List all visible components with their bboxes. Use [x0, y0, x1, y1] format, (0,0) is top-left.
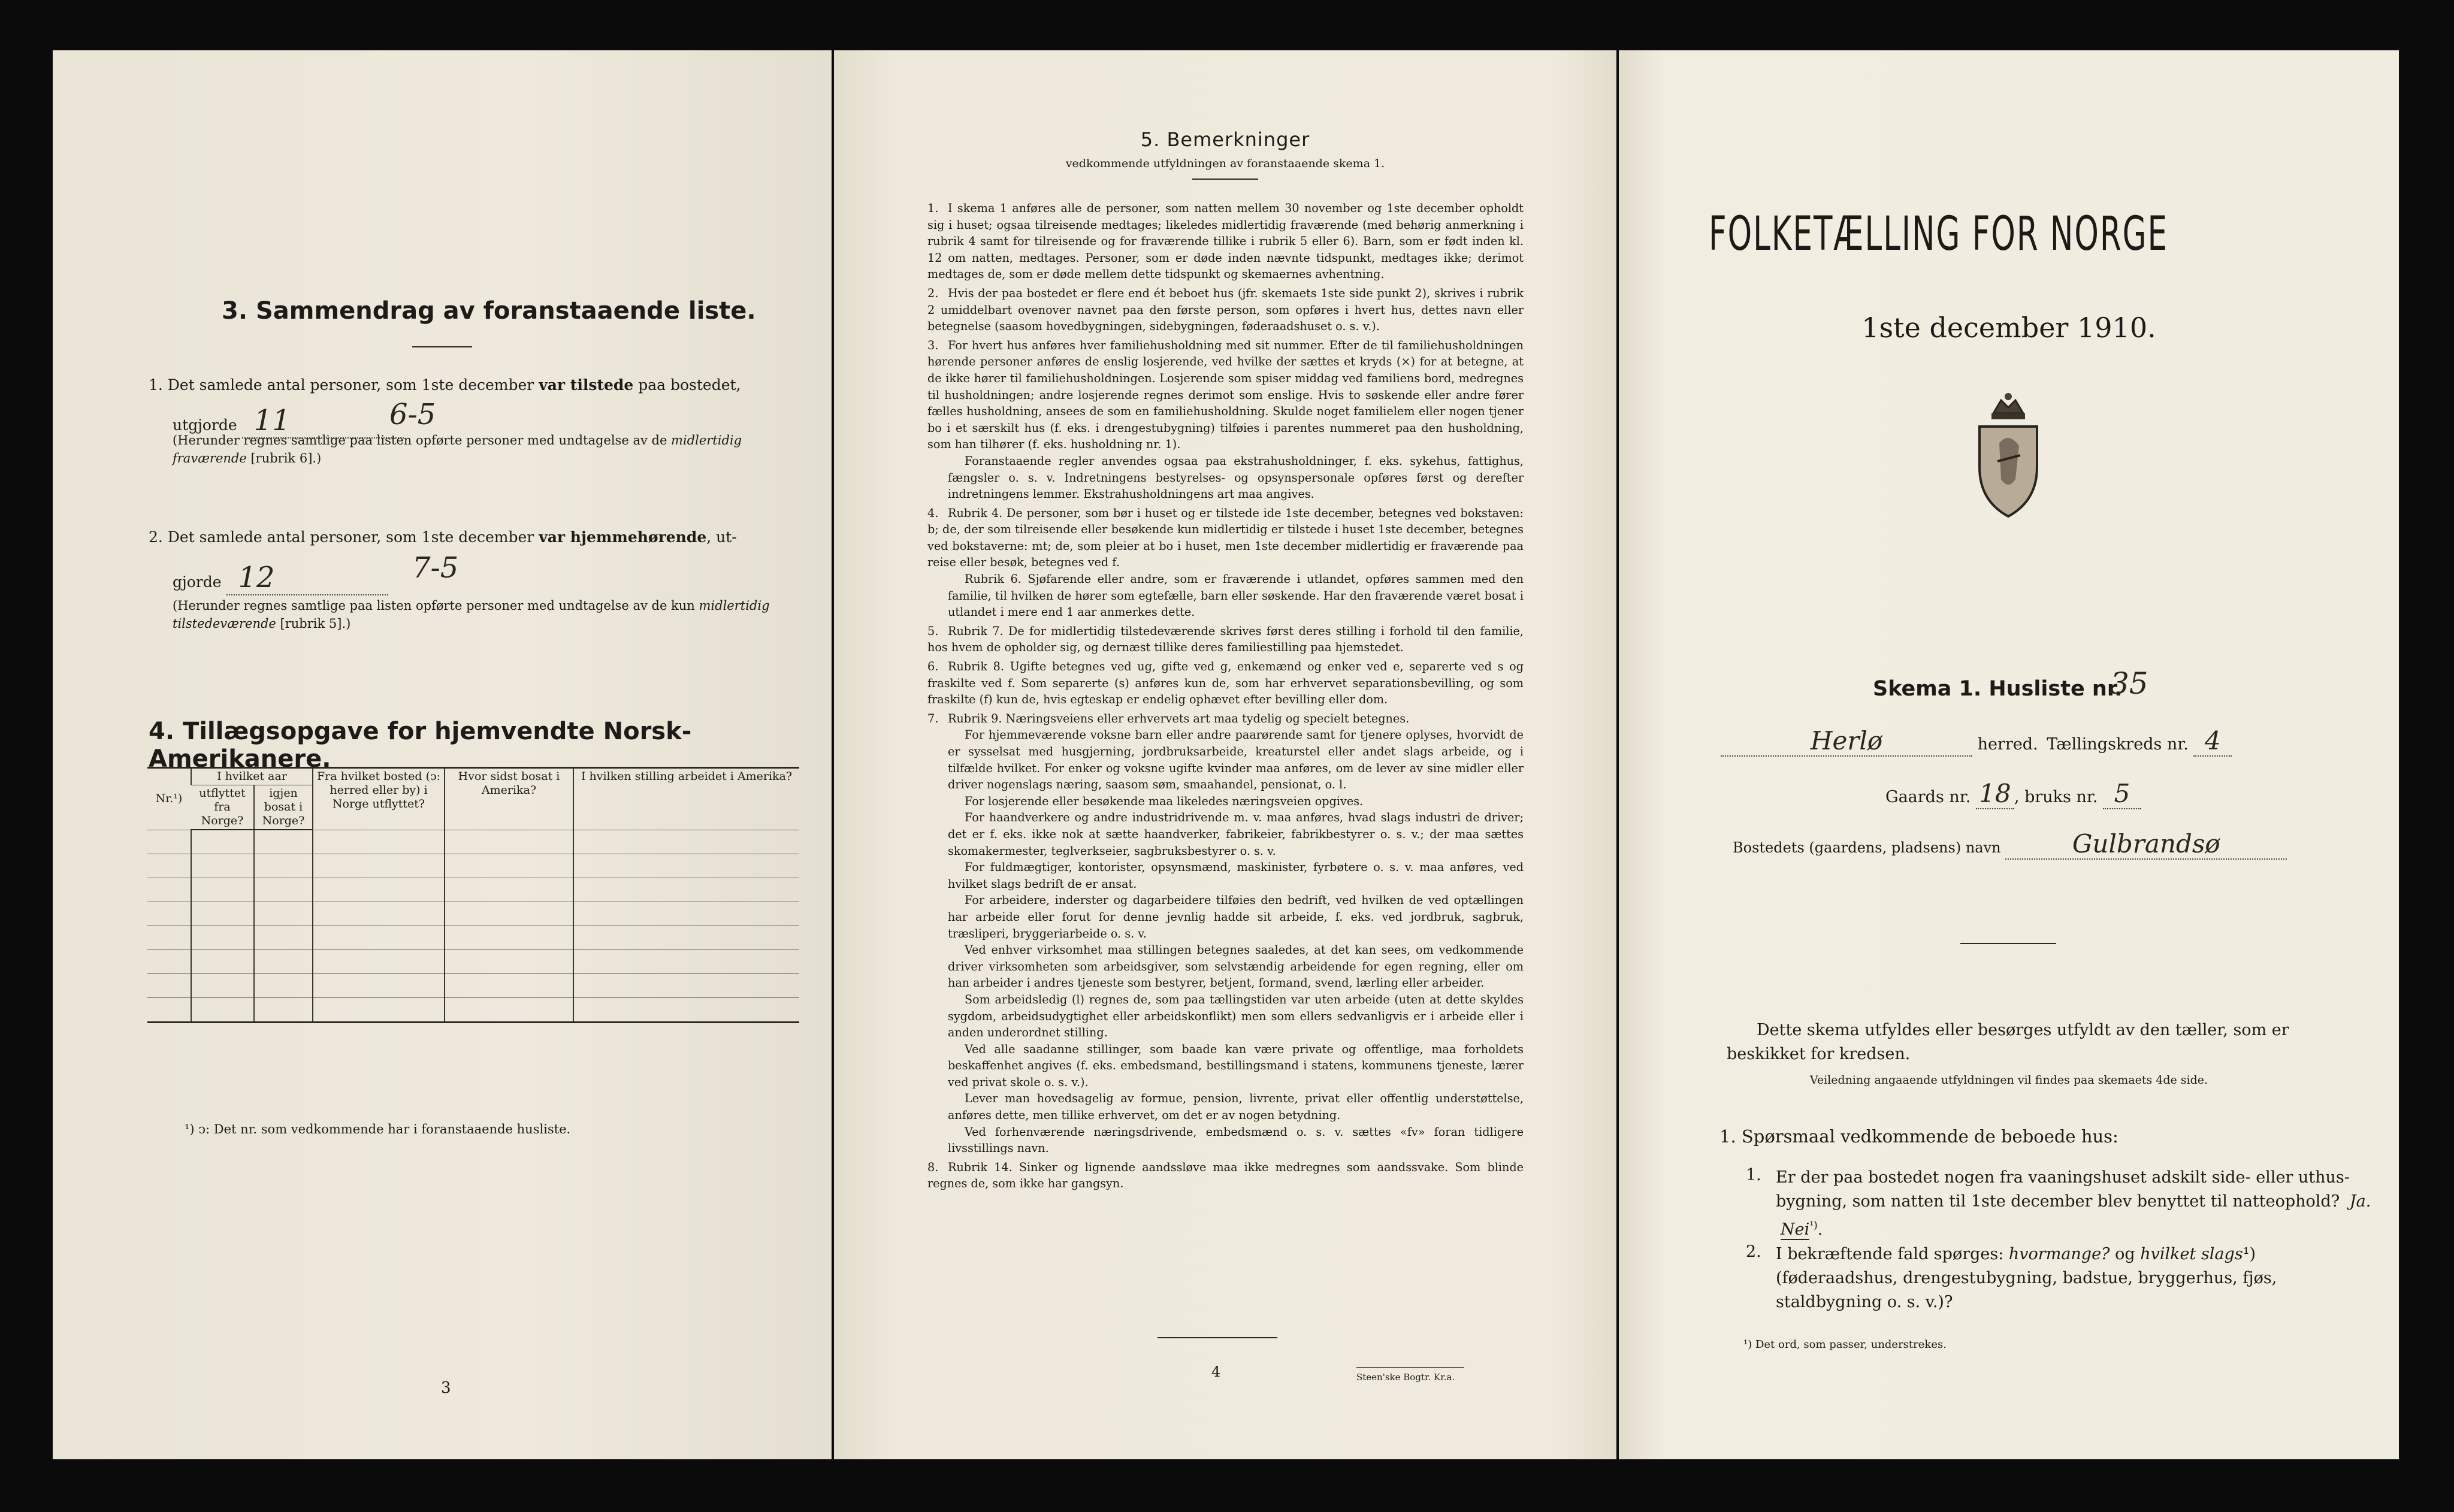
gaard-line — [1885, 779, 2141, 809]
remarks-list — [927, 200, 1524, 1192]
item-text: Det samlede antal personer, som 1ste december — [167, 376, 539, 394]
footnote-mark: ¹) — [1809, 1220, 1818, 1232]
remark-7d — [927, 809, 1524, 859]
gaards-label: Gaards nr. — [1885, 788, 1971, 806]
instruction-text: Dette skema utfyldes eller besørges utfyldt av den tæller, som er beskikket for kredsen. — [1727, 1021, 2289, 1063]
herred-label: herred. — [1977, 735, 2038, 754]
page-number: 4 — [1211, 1363, 1221, 1380]
remark-3b — [927, 453, 1524, 503]
question-2-text: og — [2110, 1245, 2141, 1263]
remark-text: Rubrik 6. Sjøfarende eller andre, som er fraværende i utlandet, opføres sammen med den familie, til hvilken de hører som egtefælle, barn eller søskende. Har den fraværende været bosat i utlandet i mere end 1 aar anmerkes dette. — [948, 572, 1524, 619]
col-group-year: I hvilket aar — [191, 768, 313, 785]
bruks-label: , bruks nr. — [2014, 788, 2098, 806]
summary-item-2 — [149, 528, 796, 546]
remark-text: For losjerende eller besøkende maa likeledes næringsveien opgives. — [965, 794, 1364, 808]
item-bold: var hjemmehørende — [539, 528, 707, 546]
schema-label: Skema 1. Husliste nr. — [1873, 677, 2123, 701]
middle-page — [834, 50, 1616, 1459]
divider — [1158, 1337, 1277, 1338]
remark-text: Lever man hovedsagelig av formue, pension, livrente, privat eller offentlig understøttelse, anføres dette, men tillike erhvervet, om det er av nogen betydning. — [948, 1091, 1524, 1123]
question-2-text: ¹) (føderaadshus, drengestubygning, badstue, bryggerhus, fjøs, staldbygning o. s. v.)? — [1776, 1245, 2277, 1311]
veiledning-text: Veiledning angaaende utfyldningen vil findes paa skemaets 4de side. — [1809, 1073, 2208, 1087]
question-2-italic: hvilket slags — [2140, 1245, 2243, 1263]
remark-text: Rubrik 9. Næringsveiens eller erhvervets art maa tydelig og specielt betegnes. — [948, 711, 1410, 725]
remarks-subheading: vedkommende utfyldningen av foranstaaende skema 1. — [1065, 157, 1385, 170]
col-returned: igjen bosat i Norge? — [254, 785, 313, 830]
answer-nei: Nei — [1781, 1220, 1810, 1239]
remark-7k — [927, 1124, 1524, 1157]
table-row — [147, 878, 799, 902]
resident-count-annotation: 7-5 — [412, 551, 459, 585]
remark-7j — [927, 1090, 1524, 1123]
question-1: Er der paa bostedet nogen fra vaaningshuset adskilt side- eller uthus-bygning, som natten til 1ste december blev benyttet til natteophold? Ja. Nei$^{^1)}$. — [1776, 1168, 2371, 1239]
divider — [1192, 179, 1258, 180]
right-page — [1619, 50, 2399, 1459]
remark-number: 5. — [927, 624, 939, 638]
question-2 — [1776, 1242, 2375, 1314]
note-text: (Herunder regnes samtlige paa listen opførte personer med undtagelse av de kun — [173, 598, 699, 613]
question-2-text: I bekræftende fald spørges: — [1776, 1245, 2009, 1263]
questions-heading: 1. Spørsmaal vedkommende de beboede hus: — [1719, 1126, 2118, 1147]
census-date: 1ste december 1910. — [1861, 312, 2156, 344]
remark-text: Ved alle saadanne stillinger, som baade kan være private og offentlige, maa forholdets beskaffenhet angives (f. eks. embedsmand, bestillingsmand i statens, kommunens tjeneste, lærer ved privat skole o. s. v.). — [948, 1042, 1524, 1089]
remark-7 — [927, 710, 1524, 727]
item-2-answer-line — [173, 561, 388, 595]
remark-number: 2. — [927, 286, 939, 300]
note-text: [rubrik 6].) — [246, 451, 322, 465]
remark-text: For hvert hus anføres hver familiehusholdning med sit nummer. Efter de til familiehusholdningen hørende personer anføres de enslig losjerende, ved hvilke der sættes et kryds (×) for at betegne, at de ikke hører til familiehusholdningen. Losjerende som spiser middag ved familiens bord, medregnes til husholdningen; andre losjerende regnes derimot som enslige. Hvis to søskende eller andre fører fælles husholdning, ansees de som en familiehusholdning. Skulde noget familielem eller nogen tjener bo i et særskilt hus (f. eks. i drengestubygning) tilføies i parentes nummeret paa den husholdning, som han tilhører (f. eks. husholdning nr. 1). — [927, 338, 1524, 452]
question-1-text: Er der paa bostedet nogen fra vaaningshuset adskilt side- eller uthus-bygning, som natten til 1ste december blev benyttet til natteophold? — [1776, 1168, 2350, 1211]
remark-7f — [927, 892, 1524, 942]
remark-7i — [927, 1041, 1524, 1091]
remark-7e — [927, 859, 1524, 892]
gaards-value: 18 — [1976, 779, 2014, 809]
col-occupation: I hvilken stilling arbeidet i Amerika? — [573, 768, 799, 830]
remark-text: Hvis der paa bostedet er flere end ét beboet hus (jfr. skemaets 1ste side punkt 2), skrives i rubrik 2 umiddelbart ovenover navnet paa den første person, som opføres i hvert hus, dettes navn eller betegnelse (saasom hovedbygningen, sidebygningen, føderaadshuset o. s. v.). — [927, 286, 1524, 334]
remark-2 — [927, 285, 1524, 335]
col-from-place: Fra hvilket bosted (ↄ: herred eller by) i Norge utflyttet? — [313, 768, 445, 830]
question-2-number: 2. — [1746, 1242, 1761, 1261]
remark-text: Rubrik 8. Ugifte betegnes ved ug, gifte ved g, enkemænd og enker ved e, separerte ved s og fraskilte ved f. Som separerte (s) anføres kun de, som har erhvervet separationsbevilling, og som fraskilte (f) kun de, hvis egteskap er endelig ophævet efter bevilling eller dom. — [927, 660, 1524, 707]
present-count-value: 11 — [242, 404, 404, 439]
remark-number: 8. — [927, 1160, 939, 1174]
remark-3 — [927, 337, 1524, 453]
divider — [1356, 1367, 1464, 1368]
remark-6 — [927, 658, 1524, 708]
table-row — [147, 854, 799, 878]
husliste-number: 35 — [2110, 666, 2148, 701]
remarks-heading: 5. Bemerkninger — [1140, 128, 1310, 151]
norsk-amerikanere-table — [147, 767, 799, 1023]
remark-text: For fuldmægtiger, kontorister, opsynsmænd, maskinister, fyrbøtere o. s. v. maa anføres, ved hvilket slags bedrift de er ansat. — [948, 860, 1524, 891]
kreds-label: Tællingskreds nr. — [2047, 735, 2189, 754]
table-row — [147, 830, 799, 854]
remark-text: Rubrik 14. Sinker og lignende aandssløve maa ikke medregnes som aandssvake. Som blinde regnes de, som ikke har gangsyn. — [927, 1160, 1524, 1191]
table-row — [147, 998, 799, 1023]
bruks-value: 5 — [2103, 779, 2141, 809]
note-text: [rubrik 5].) — [276, 616, 351, 631]
note-italic: midlertidig tilstedeværende — [173, 598, 770, 631]
left-page — [53, 50, 832, 1459]
remark-text: Rubrik 4. De personer, som bør i huset og er tilstede ide 1ste december, betegnes ved bokstaven: b; de, der som tilreisende eller besøkende kun midlertidig er tilstede i huset 1ste december, betegnes ved bokstaverne: mt; de, som pleier at bo i huset, men 1ste december midlertidig er fraværende paa reise eller besøk, betegnes ved f. — [927, 506, 1524, 570]
col-last-residence: Hvor sidst bosat i Amerika? — [445, 768, 573, 830]
remark-7h — [927, 991, 1524, 1041]
section-4-heading: 4. Tillægsopgave for hjemvendte Norsk-Amerikanere. — [149, 718, 692, 773]
item-bold: var tilstede — [539, 376, 634, 394]
remark-4 — [927, 505, 1524, 571]
item-text: paa bostedet, — [633, 376, 741, 394]
remark-4b — [927, 571, 1524, 621]
note-text: (Herunder regnes samtlige paa listen opførte personer med undtagelse av de — [173, 433, 672, 447]
bosted-label: Bostedets (gaardens, pladsens) navn — [1733, 839, 2001, 856]
answer-ja: Ja. — [2349, 1192, 2371, 1211]
question-2-italic: hvormange? — [2008, 1245, 2110, 1263]
table-row — [147, 950, 799, 974]
question-1-number: 1. — [1746, 1166, 1761, 1184]
right-footnote: ¹) Det ord, som passer, understrekes. — [1743, 1338, 1947, 1351]
remark-7g — [927, 942, 1524, 991]
remark-7c — [927, 793, 1524, 810]
remark-text: For haandverkere og andre industridrivende m. v. maa anføres, hvad slags industri de driver; det er f. eks. ikke nok at sætte haandverker, fabrikeier, fabrikbestyrer o. s. v.; der maa sættes skomakermester, teglverkseier, sagbruksbestyrer o. s. v. — [948, 811, 1524, 858]
remark-1 — [927, 200, 1524, 283]
summary-item-1 — [149, 369, 796, 401]
table-row — [147, 974, 799, 998]
remark-number: 1. — [927, 201, 939, 215]
item-text: , ut- — [706, 528, 737, 546]
section-3-heading: 3. Sammendrag av foranstaaende liste. — [222, 297, 756, 325]
remark-number: 3. — [927, 338, 939, 352]
herred-value: Herlø — [1721, 726, 1972, 757]
col-emigrated: utflyttet fra Norge? — [191, 785, 254, 830]
remark-7b — [927, 727, 1524, 793]
page-number: 3 — [441, 1379, 451, 1397]
divider — [412, 346, 472, 347]
note-italic: midlertidig fraværende — [173, 433, 742, 465]
remark-text: Rubrik 7. De for midlertidig tilstedeværende skrives først deres stilling i forhold til den familie, hos hvem de opholder sig, og dernæst tillike deres familiestilling paa hjemstedet. — [927, 624, 1524, 655]
table-row — [147, 926, 799, 950]
item-number: 1. — [149, 376, 163, 394]
item-2-note — [173, 597, 796, 633]
remark-text: Ved enhver virksomhet maa stillingen betegnes saaledes, at det kan sees, om vedkommende driver virksomheten som arbeidsgiver, som selvstændig arbeidende for egen regning, eller om han arbeider i andres tjeneste som bestyrer, betjent, formand, svend, lærling eller arbeider. — [948, 943, 1524, 990]
remark-text: For hjemmeværende voksne barn eller andre paarørende samt for tjenere oplyses, hvorvidt de er sysselsat med husgjerning, jordbruksarbeide, kreaturstel eller andet slags arbeide, og i tilfælde hvilket. For enker og voksne ugifte kvinder maa anføres, om de lever av sine midler eller driver nogenslags næring, saasom søm, smaahandel, pensionat, o. l. — [948, 728, 1524, 792]
present-count-annotation: 6-5 — [389, 398, 436, 431]
remark-text: Som arbeidsledig (l) regnes de, som paa tællingstiden var uten arbeide (uten at dette skyldes sygdom, arbeidsudygtighet eller arbeidskonflikt) men som ellers sedvanligvis er i arbeide eller i anden underordnet stilling. — [948, 992, 1524, 1040]
coat-of-arms-icon — [1966, 389, 2050, 521]
divider — [1960, 943, 2056, 944]
remark-5 — [927, 623, 1524, 656]
kreds-value: 4 — [2193, 726, 2232, 757]
item-1-note — [173, 431, 796, 467]
item-prefix: utgjorde — [173, 416, 237, 434]
remark-8 — [927, 1159, 1524, 1192]
remark-number: 7. — [927, 711, 939, 725]
table-footnote: ¹) ↄ: Det nr. som vedkommende har i foranstaaende husliste. — [185, 1122, 571, 1136]
remark-text: Ved forhenværende næringsdrivende, embedsmænd o. s. v. sættes «fv» foran tidligere livsstillings navn. — [948, 1124, 1524, 1156]
document-title: FOLKETÆLLING FOR NORGE — [1709, 207, 2169, 261]
bosted-line — [1733, 829, 2287, 860]
item-prefix: gjorde — [173, 573, 222, 591]
table-row — [147, 902, 799, 926]
printer-imprint: Steen'ske Bogtr. Kr.a. — [1356, 1372, 1455, 1383]
resident-count-value: 12 — [226, 561, 388, 595]
remark-number: 4. — [927, 506, 939, 520]
item-number: 2. — [149, 528, 163, 546]
remark-text: Foranstaaende regler anvendes ogsaa paa ekstrahusholdninger, f. eks. sykehus, fattighus, fængsler o. s. v. Indretningens bestyrelses- og opsynspersonale opføres først og derefter indretningens lemmer. Ekstrahusholdningens art maa angives. — [948, 453, 1524, 501]
remark-text: I skema 1 anføres alle de personer, som natten mellem 30 november og 1ste december opholdt sig i huset; ogsaa tilreisende medtages; likeledes midlertidig fraværende (med behørig anmerkning i rubrik 4 samt for tilreisende og for fraværende tillike i rubrik 5 eller 6). Barn, som er født inden kl. 12 om natten, medtages. Personer, som er døde inden nævnte tidspunkt, medtages ikke; derimot medtages de, som er døde mellem dette tidspunkt og skemaernes avhentning. — [927, 201, 1524, 282]
item-text: Det samlede antal personer, som 1ste december — [167, 528, 539, 546]
remark-number: 6. — [927, 660, 939, 674]
remark-text: For arbeidere, inderster og dagarbeidere tilføies den bedrift, ved hvilken de ved optællingen har arbeide eller forut for denne jevnlig hadde sit arbeide, f. eks. ved jordbruk, sagbruk, træsliperi, bryggeriarbeide o. s. v. — [948, 893, 1524, 941]
herred-line — [1721, 726, 2232, 757]
col-nr: Nr.¹) — [147, 768, 191, 830]
bosted-value: Gulbrandsø — [2005, 829, 2287, 860]
